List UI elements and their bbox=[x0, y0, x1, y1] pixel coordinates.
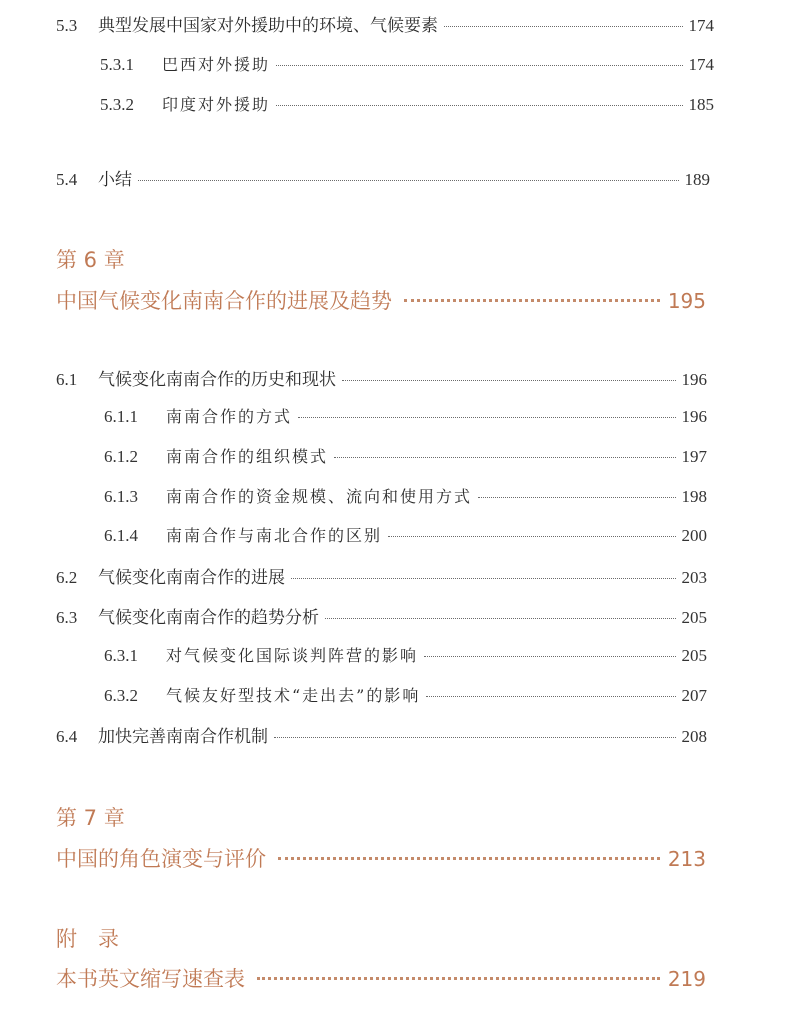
section-number: 6.4 bbox=[56, 727, 78, 746]
section-number: 5.4 bbox=[56, 170, 78, 189]
toc-entry-6-4[interactable] bbox=[56, 722, 707, 747]
page-number: 196 bbox=[681, 370, 707, 389]
section-title: 加快完善南南合作机制 bbox=[98, 727, 268, 747]
chapter-7-label: 第 7 章 bbox=[56, 806, 125, 830]
dot-leader bbox=[404, 299, 660, 302]
page-number: 208 bbox=[681, 727, 707, 746]
dot-leader bbox=[276, 105, 682, 106]
appendix-title: 本书英文缩写速查表 bbox=[56, 967, 245, 991]
dot-leader bbox=[325, 618, 676, 619]
page-number: 200 bbox=[681, 526, 707, 545]
toc-entry-chapter-7[interactable] bbox=[56, 843, 706, 873]
dot-leader bbox=[342, 380, 676, 381]
section-title: 南南合作的组织模式 bbox=[166, 447, 329, 466]
section-title: 小结 bbox=[98, 170, 132, 190]
section-title: 典型发展中国家对外援助中的环境、气候要素 bbox=[98, 16, 438, 36]
section-number: 5.3 bbox=[56, 16, 78, 35]
appendix-label: 附 录 bbox=[56, 927, 119, 951]
section-number: 6.1.2 bbox=[104, 447, 138, 466]
section-title: 气候友好型技术“走出去”的影响 bbox=[166, 686, 421, 705]
dot-leader bbox=[478, 497, 675, 498]
dot-leader bbox=[388, 536, 675, 537]
chapter-title: 中国气候变化南南合作的进展及趋势 bbox=[56, 289, 392, 313]
dot-leader bbox=[278, 857, 660, 860]
toc-entry-6-3[interactable] bbox=[56, 603, 707, 628]
section-title: 气候变化南南合作的趋势分析 bbox=[98, 608, 319, 628]
page-number: 185 bbox=[688, 95, 714, 114]
page-number: 213 bbox=[667, 847, 706, 871]
page-number: 203 bbox=[681, 568, 707, 587]
dot-leader bbox=[426, 696, 675, 697]
toc-entry-chapter-6[interactable] bbox=[56, 285, 706, 315]
section-title: 印度对外援助 bbox=[162, 95, 271, 114]
section-number: 6.1 bbox=[56, 370, 78, 389]
toc-entry-6-1[interactable] bbox=[56, 365, 707, 390]
section-title: 气候变化南南合作的进展 bbox=[98, 568, 285, 588]
chapter-6-label: 第 6 章 bbox=[56, 248, 125, 272]
toc-entry-6-3-2[interactable] bbox=[104, 683, 707, 706]
section-title: 南南合作的方式 bbox=[166, 407, 293, 426]
page-number: 196 bbox=[681, 407, 707, 426]
toc-entry-5-3-2[interactable] bbox=[100, 92, 714, 115]
toc-entry-6-2[interactable] bbox=[56, 563, 707, 588]
toc-entry-6-1-1[interactable] bbox=[104, 404, 707, 427]
section-title: 巴西对外援助 bbox=[162, 55, 271, 74]
page-number: 219 bbox=[667, 967, 706, 991]
section-title: 南南合作的资金规模、流向和使用方式 bbox=[166, 487, 473, 506]
section-title: 气候变化南南合作的历史和现状 bbox=[98, 370, 336, 390]
chapter-title: 中国的角色演变与评价 bbox=[56, 847, 266, 871]
page-number: 197 bbox=[681, 447, 707, 466]
section-number: 6.3.2 bbox=[104, 686, 138, 705]
dot-leader bbox=[298, 417, 675, 418]
section-number: 6.3 bbox=[56, 608, 78, 627]
section-number: 5.3.2 bbox=[100, 95, 134, 114]
dot-leader bbox=[257, 977, 660, 980]
toc-entry-5-3-1[interactable] bbox=[100, 52, 714, 75]
toc-entry-5-4[interactable] bbox=[56, 165, 710, 190]
page-number: 174 bbox=[688, 16, 714, 35]
page-number: 198 bbox=[681, 487, 707, 506]
dot-leader bbox=[274, 737, 676, 738]
page-number: 205 bbox=[681, 608, 707, 627]
page-number: 189 bbox=[684, 170, 710, 189]
section-number: 5.3.1 bbox=[100, 55, 134, 74]
page-number: 174 bbox=[688, 55, 714, 74]
page-number: 207 bbox=[681, 686, 707, 705]
page-number: 195 bbox=[667, 289, 706, 313]
dot-leader bbox=[334, 457, 675, 458]
toc-entry-6-1-4[interactable] bbox=[104, 523, 707, 546]
dot-leader bbox=[444, 26, 683, 27]
toc-entry-5-3[interactable] bbox=[56, 11, 714, 36]
page-number: 205 bbox=[681, 646, 707, 665]
toc-entry-6-3-1[interactable] bbox=[104, 643, 707, 666]
dot-leader bbox=[424, 656, 675, 657]
section-number: 6.2 bbox=[56, 568, 78, 587]
toc-entry-appendix[interactable] bbox=[56, 963, 706, 993]
dot-leader bbox=[291, 578, 676, 579]
dot-leader bbox=[138, 180, 679, 181]
section-title: 南南合作与南北合作的区别 bbox=[166, 526, 383, 545]
section-title: 对气候变化国际谈判阵营的影响 bbox=[166, 646, 419, 665]
section-number: 6.3.1 bbox=[104, 646, 138, 665]
toc-entry-6-1-3[interactable] bbox=[104, 484, 707, 507]
dot-leader bbox=[276, 65, 682, 66]
section-number: 6.1.3 bbox=[104, 487, 138, 506]
toc-entry-6-1-2[interactable] bbox=[104, 444, 707, 467]
section-number: 6.1.1 bbox=[104, 407, 138, 426]
section-number: 6.1.4 bbox=[104, 526, 138, 545]
